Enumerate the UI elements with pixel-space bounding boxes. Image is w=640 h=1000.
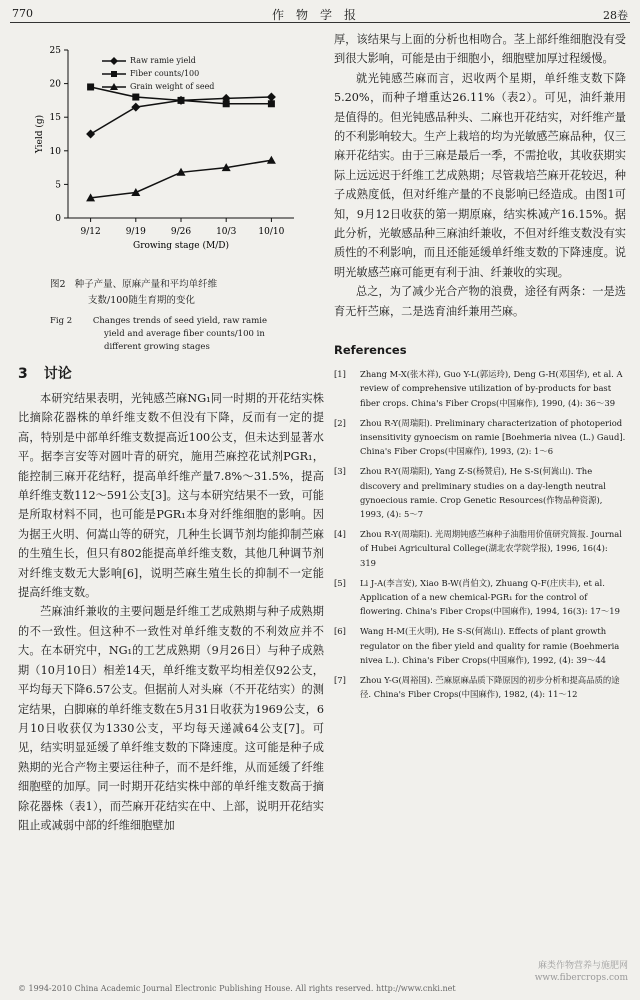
running-header (10, 6, 630, 23)
caption-en-line2: yield and average fiber counts/100 in (104, 329, 265, 339)
y-tick-label: 5 (55, 180, 61, 191)
caption-cn-line1: 种子产量、原麻产量和平均单纤维 (74, 279, 218, 290)
caption-en-line3: different growing stages (104, 342, 210, 352)
data-point (267, 156, 276, 164)
paragraph: 苎麻油纤兼收的主要问题是纤维工艺成熟期与种子成熟期的不一致性。但这种不一致性对单纤维支数的不利效应并不大。在本研究中，NG₁的工艺成熟期（9月26日）与种子成熟期（10月10日）相差14天，单纤维支数平均相差仅92公支，平均每天下降6.57公支。但据前人对头麻（不开花结实）的测定结果，白脚麻的单纤维支数在5月31日收获为1969公支，6月10日收获仅为1330公支，平均每天递减64公支[7]。可见，结实明显延缓了单纤维支数的下降速度。这可能是种子成熟期的光合产物主要运往种子，而不是纤维，从而延缓了纤维细胞壁的加厚。同一时期开花结实株中部的单纤维支数高于摘除花器株（表1），而苎麻开花结实在中、上部，说明开花结实阻止或减弱中部的纤维细胞壁加 (18, 605, 324, 832)
legend-entry (102, 67, 214, 80)
x-tick-label: 9/12 (80, 227, 101, 237)
data-point (86, 130, 95, 139)
reference-number: [2] (334, 417, 346, 428)
paragraph: 厚，该结果与上面的分析也相吻合。茎上部纤维细胞没有受到很大影响，可能是由于细胞小，细胞壁加厚过程缓慢。 (334, 33, 626, 66)
reference-text: Li J-A(李言安), Xiao B-W(肖伯文), Zhuang Q-F(庄庆丰), et al. Application of a new chemical-PGR₁ for the control of flowering. China's Fiber Crops(中国麻作), 1994, 16(3): 17～19 (360, 577, 620, 617)
volume-number: 28卷 (603, 9, 628, 22)
reference-item (334, 416, 626, 459)
caption-cn-label: 图2 (50, 279, 66, 290)
y-tick-label: 0 (55, 214, 61, 224)
watermark-line2: www.fibercrops.com (534, 973, 628, 983)
y-axis-label: Yield (g) (35, 114, 45, 154)
section-heading (18, 363, 324, 383)
legend-swatch (102, 82, 126, 92)
reference-list (334, 367, 626, 701)
page-number: 770 (12, 7, 33, 20)
reference-text: Zhou Y-G(周裕国). 苎麻原麻品质下降原因的初步分析和提高品质的途径. China's Fiber Crops(中国麻作), 1982, (4): 11～12 (360, 674, 620, 700)
watermark-line1: 麻类作物营养与施肥网 (537, 961, 628, 971)
y-tick-label: 25 (49, 46, 61, 56)
reference-text: Wang H-M(王火明), He S-S(何嵩山). Effects of plant growth regulator on the fiber yield and quality for ramie (Boehmeria nivea L.). China's Fiber Crops(中国麻作), 1992, (4): 39～44 (360, 626, 620, 665)
x-tick-label: 9/26 (170, 227, 192, 237)
series-line (91, 160, 272, 198)
reference-number: [3] (334, 466, 346, 477)
reference-number: [4] (334, 529, 346, 540)
page-footer: © 1994-2010 China Academic Journal Electronic Publishing House. All rights reserved. http://www.cnki.net (18, 984, 456, 993)
x-tick-label: 10/3 (216, 227, 237, 237)
reference-item (334, 367, 626, 410)
reference-item (334, 464, 626, 521)
paragraph: 总之，为了减少光合产物的浪费，途径有两条：一是选育无杆苎麻，二是选育油纤兼用苎麻。 (334, 285, 626, 318)
x-tick-label: 9/19 (125, 227, 146, 237)
data-point (131, 103, 140, 112)
reference-text: Zhang M-X(张木祥), Guo Y-L(郭运玲), Deng G-H(邓国华), et al. A review of comprehensive utilization of by-products for bast fiber crops. China's Fiber Crops(中国麻作), 1990, (4): 36～39 (360, 369, 623, 408)
paragraph: 本研究结果表明，光钝感苎麻NG₁同一时期的开花结实株比摘除花器株的单纤维支数不但没有下降，反而有一定的提高，特别是中部单纤维支数提高近100公支，但未达到显著水平。据李言安等对圆叶青的研究，施用苎麻控花试剂PGR₁，能控制三麻开花结籽，提高单纤维产量7.8%～31.5%，提高单纤维支数112～591公支[3]。这与本研究结果不一致，可能是所取材料不同，也可能是PGR₁本身对纤维细胞的影响。因为据王火明、何嵩山等的研究，几种生长调节剂均能抑制苎麻的生殖生长，但只有802能提高单纤维支数，其他几种调节剂对纤维支数无大影响[6]，说明苎麻生殖生长的抑制不一定能提高纤维支数。 (18, 392, 324, 600)
data-point (268, 100, 275, 107)
reference-item (334, 624, 626, 667)
y-tick-label: 15 (49, 113, 61, 124)
legend-swatch (102, 69, 126, 79)
section-number: 3 (18, 366, 28, 382)
y-tick-label: 20 (49, 79, 61, 90)
reference-item (334, 673, 626, 701)
watermark (535, 960, 628, 984)
data-point (178, 97, 185, 104)
data-point (87, 83, 94, 90)
legend-label: Raw ramie yield (130, 56, 196, 65)
caption-en-line1: Changes trends of seed yield, raw ramie (92, 316, 268, 326)
reference-number: [7] (334, 674, 346, 685)
legend-marker (110, 57, 118, 65)
data-point (267, 93, 276, 102)
reference-item (334, 576, 626, 619)
legend-label: Fiber counts/100 (130, 69, 200, 78)
figure-caption-en (50, 315, 320, 354)
left-column (18, 30, 324, 835)
reference-number: [1] (334, 369, 346, 380)
caption-en-label: Fig 2 (50, 316, 73, 326)
journal-title: 作物学报 (271, 8, 368, 22)
paragraph: 就光钝感苎麻而言，迟收两个星期，单纤维支数下降5.20%，而种子增重达26.11%（表2）。可见，油纤兼用是值得的。但光钝感品种头、二麻也开花结实，对纤维产量的不利影响较大。生产上栽培的均为光敏感苎麻品种，仅三麻开花结实。由于三麻是最后一季，不需抢收，其收获期实际上远远迟于纤维工艺成熟期；尽管栽培苎麻开花较迟，种子成熟度低，但对纤维产量的不良影响已经造成。由图1可知，9月12日收获的第一期原麻，结实株减产16.15%。据此分析，光敏感品种三麻油纤兼收，不但对纤维支数没有实质性的不利影响，而且还能延缓单纤维支数的下降速度。说明光敏感苎麻可能更有利于油、纤兼收的实现。 (334, 71, 626, 279)
reference-number: [6] (334, 626, 346, 637)
reference-text: Zhou R-Y(周瑞阳). 光周期钝感苎麻种子油脂用价值研究简报. Journal of Hubei Agricultural College(湖北农学院学报), 1996, 16(4): 319 (360, 529, 622, 568)
references-heading: References (334, 343, 407, 358)
data-point (131, 188, 140, 196)
y-tick-label: 10 (49, 146, 61, 157)
figure-2 (18, 30, 324, 355)
legend-swatch (102, 56, 126, 66)
x-axis-label: Growing stage (M/D) (133, 241, 229, 251)
data-point (132, 94, 139, 101)
reference-text: Zhou R-Y(周瑞阳). Preliminary characterization of photoperiod insensitivity gynoecism on ramie [Boehmeria nivea (L.) Gaud]. China's Fiber Crops(中国麻作), 1993, (2): 1～6 (360, 417, 626, 457)
chart-legend (102, 54, 214, 93)
section-title: 讨论 (43, 366, 72, 382)
reference-number: [5] (334, 577, 346, 588)
figure-caption-cn (50, 277, 320, 309)
right-column (334, 30, 626, 707)
reference-text: Zhou R-Y(周瑞阳), Yang Z-S(杨赞启), He S-S(何嵩山). The discovery and preliminary studies on a day-length neutral gynoecious ramie. Crop Genetic Resources(作物品种资源), 1993, (4): 5～7 (360, 466, 606, 519)
x-tick-label: 10/10 (258, 227, 285, 237)
legend-label: Grain weight of seed (130, 82, 215, 91)
data-point (223, 100, 230, 107)
legend-entry (102, 54, 214, 67)
reference-item (334, 527, 626, 570)
legend-marker (111, 71, 117, 77)
caption-cn-line2: 支数/100随生育期的变化 (88, 295, 195, 306)
legend-entry (102, 80, 214, 93)
